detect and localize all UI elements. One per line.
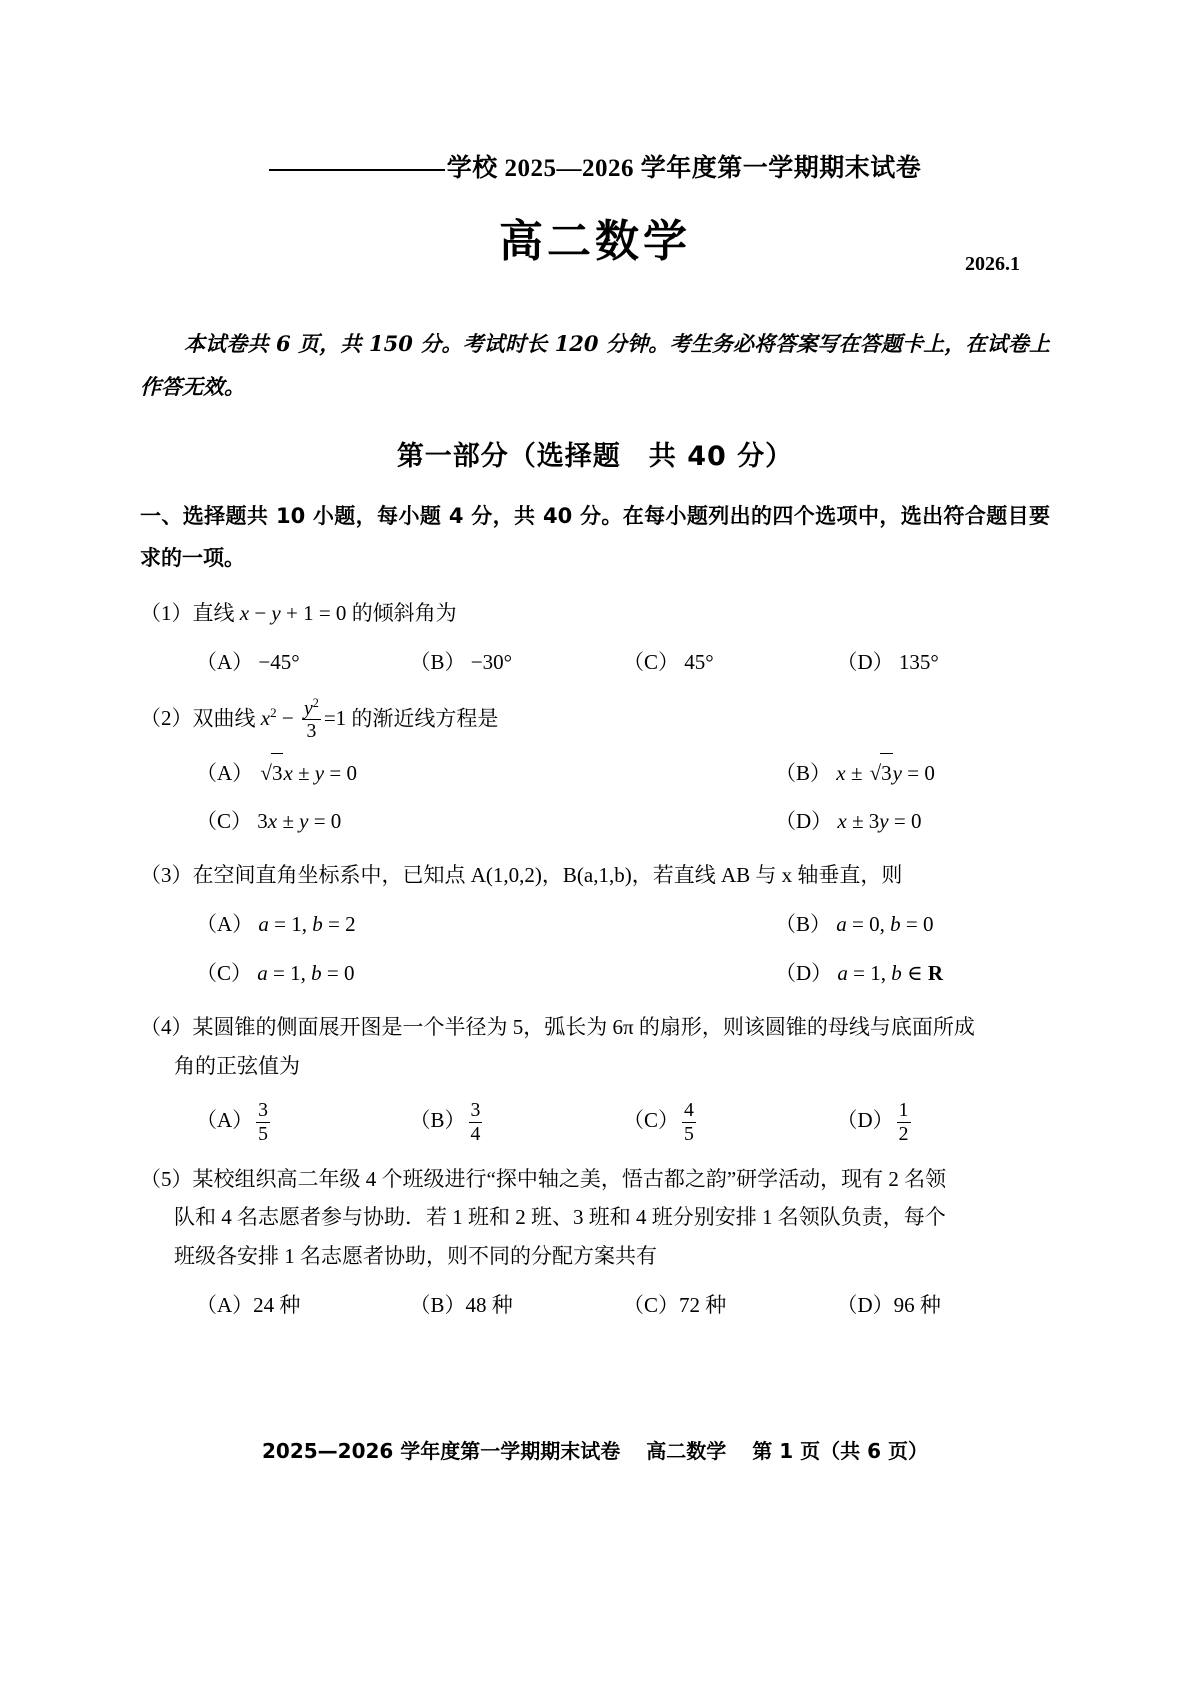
option-a-fraction: $\frac{3}{5}$ — [258, 1099, 269, 1145]
question-5-text-line-1: 某校组织高二年级 4 个班级进行“探中轴之美，悟古都之韵”研学活动，现有 2 名领 — [192, 1166, 947, 1191]
question-2-options-row-1 — [140, 753, 1050, 793]
option-d[interactable] — [837, 643, 1051, 682]
option-d-label: （D） — [836, 649, 894, 674]
option-d[interactable] — [623, 954, 1050, 993]
question-2-options-row-2 — [140, 802, 1050, 841]
option-b[interactable] — [410, 643, 624, 682]
question-5-options — [140, 1286, 1050, 1325]
option-a[interactable] — [196, 905, 623, 944]
question-2-stem — [140, 697, 1050, 743]
question-2-equation: $x^2$ − $\frac{y^2}{3}$ =1 — [260, 695, 347, 743]
question-3-number: （3） — [140, 863, 193, 888]
option-a[interactable] — [196, 643, 410, 682]
footer-exam-name: 2025—2026 学年度第一学期期末试卷 — [262, 1439, 621, 1463]
option-c[interactable] — [623, 1099, 837, 1144]
option-d-label: （D） — [836, 1108, 894, 1133]
question-4-number: （4） — [140, 1014, 193, 1039]
question-5-stem-line-1 — [140, 1160, 1050, 1199]
section-one-intro: 一、选择题共 10 小题，每小题 4 分，共 40 分。在每小题列出的四个选项中，选出符合题目要求的一项。 — [140, 504, 1050, 571]
option-d-fraction: $\frac{1}{2}$ — [898, 1099, 909, 1145]
title-row — [140, 216, 1050, 280]
option-d-label: （D） — [836, 1293, 894, 1318]
question-1-text-post: 的倾斜角为 — [346, 601, 457, 626]
option-d-label: （D） — [775, 809, 833, 834]
option-a-text: √3x ± y = 0 — [258, 761, 357, 785]
option-b-text: a = 0, b = 0 — [836, 912, 934, 937]
option-c-text: 72 种 — [679, 1293, 727, 1318]
option-d[interactable] — [837, 1099, 1051, 1144]
option-c-text: 45° — [684, 649, 714, 674]
option-b-fraction: $\frac{3}{4}$ — [470, 1099, 481, 1145]
school-year-line: 学校 2025—2026 学年度第一学期期末试卷 — [446, 155, 922, 182]
page-content — [140, 0, 1050, 1325]
exam-instructions: 本试卷共 6 页，共 150 分。考试时长 120 分钟。考生务必将答案写在答题卡上，在试卷上作答无效。 — [140, 331, 1050, 400]
question-1-number: （1） — [140, 601, 193, 626]
question-1-equation: x − y + 1 = 0 — [239, 601, 347, 626]
question-3-options-row-2 — [140, 954, 1050, 993]
option-a-text: −45° — [258, 649, 300, 674]
option-a[interactable] — [196, 1099, 410, 1144]
question-4-text-line-1: 某圆锥的侧面展开图是一个半径为 5，弧长为 6π 的扇形，则该圆锥的母线与底面所成 — [192, 1014, 975, 1039]
question-3 — [140, 856, 1050, 993]
option-b[interactable] — [410, 1099, 624, 1144]
option-b-label: （B） — [409, 649, 466, 674]
question-4-options — [140, 1099, 1050, 1144]
option-b-label: （B） — [409, 1293, 466, 1318]
question-4 — [140, 1008, 1050, 1145]
option-c-label: （C） — [623, 1293, 680, 1318]
option-c[interactable] — [623, 643, 837, 682]
question-3-stem — [140, 856, 1050, 895]
question-2-text-pre: 双曲线 — [192, 706, 261, 731]
option-c-label: （C） — [623, 649, 680, 674]
option-c-label: （C） — [623, 1108, 680, 1133]
option-b-text: x ± √3y = 0 — [836, 761, 935, 785]
exam-header — [140, 148, 1050, 184]
question-2 — [140, 697, 1050, 841]
option-c[interactable] — [196, 954, 623, 993]
option-a-text: 24 种 — [253, 1293, 301, 1318]
option-a-label: （A） — [196, 1108, 254, 1133]
option-c-text: a = 1, b = 0 — [257, 960, 355, 985]
option-b-text: −30° — [470, 649, 513, 674]
question-5-stem-line-3: 班级各安排 1 名志愿者协助，则不同的分配方案共有 — [174, 1244, 657, 1269]
option-c-fraction: $\frac{4}{5}$ — [684, 1099, 694, 1145]
option-a-label: （A） — [196, 760, 254, 785]
question-3-text: 在空间直角坐标系中，已知点 A(1,0,2)，B(a,1,b)，若直线 AB 与 x 轴垂直，则 — [192, 863, 903, 888]
question-4-stem-line-2: 角的正弦值为 — [174, 1053, 300, 1078]
question-2-number: （2） — [140, 706, 193, 731]
page-footer — [0, 1435, 1190, 1464]
option-c-text: 3x ± y = 0 — [257, 809, 342, 834]
question-5 — [140, 1160, 1050, 1325]
option-b-label: （B） — [775, 760, 832, 785]
option-d-text: 96 种 — [893, 1293, 941, 1318]
question-5-number: （5） — [140, 1166, 193, 1191]
option-d[interactable] — [837, 1286, 1051, 1325]
option-b[interactable] — [623, 753, 1050, 793]
option-d-label: （D） — [775, 960, 833, 985]
question-2-text-post: 的渐近线方程是 — [346, 706, 499, 731]
option-b-label: （B） — [409, 1108, 466, 1133]
option-d[interactable] — [623, 802, 1050, 841]
option-c-label: （C） — [196, 960, 253, 985]
question-5-stem-line-2: 队和 4 名志愿者参与协助．若 1 班和 2 班、3 班和 4 班分别安排 1 名领队负责，每个 — [174, 1205, 946, 1230]
question-1 — [140, 594, 1050, 682]
footer-subject: 高二数学 — [646, 1439, 727, 1463]
option-b-text: 48 种 — [465, 1293, 513, 1318]
option-a[interactable] — [196, 753, 623, 793]
option-b[interactable] — [410, 1286, 624, 1325]
question-1-text-pre: 直线 — [192, 601, 240, 626]
exam-date: 2026.1 — [965, 253, 1020, 275]
option-c[interactable] — [623, 1286, 837, 1325]
option-d-text: x ± 3y = 0 — [837, 809, 922, 834]
page-title: 高二数学 — [499, 216, 691, 267]
question-3-options-row-1 — [140, 905, 1050, 944]
option-b-label: （B） — [775, 912, 832, 937]
option-a-label: （A） — [196, 649, 254, 674]
option-c[interactable] — [196, 802, 623, 841]
option-a-label: （A） — [196, 1293, 254, 1318]
option-a-label: （A） — [196, 912, 254, 937]
question-1-stem — [140, 594, 1050, 633]
option-b[interactable] — [623, 905, 1050, 944]
option-a-text: a = 1, b = 2 — [258, 912, 356, 937]
question-1-options — [140, 643, 1050, 682]
option-d-text: a = 1, b ∈ R — [837, 960, 943, 985]
part-one-heading: 第一部分（选择题 共 40 分） — [396, 441, 794, 473]
option-d-text: 135° — [898, 649, 939, 674]
option-a[interactable] — [196, 1286, 410, 1325]
option-c-label: （C） — [196, 809, 253, 834]
footer-page-number: 第 1 页（共 6 页） — [752, 1439, 928, 1463]
question-4-stem-line-1 — [140, 1008, 1050, 1047]
school-name-blank — [269, 169, 445, 171]
